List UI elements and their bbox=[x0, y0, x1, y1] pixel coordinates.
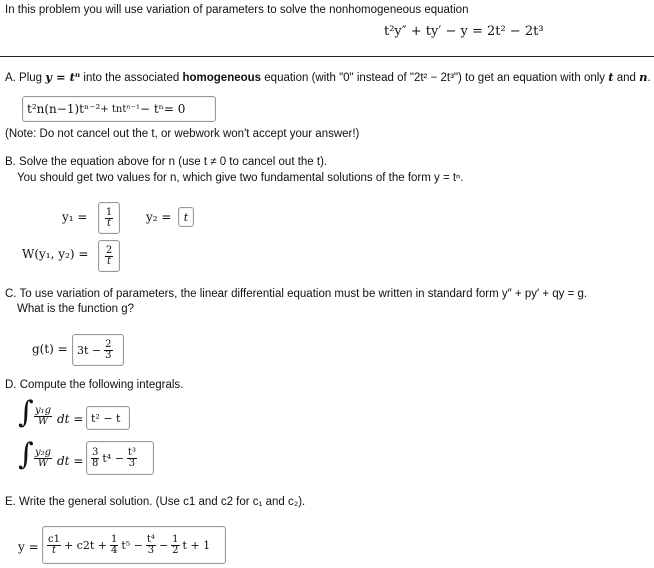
part-a-note: (Note: Do not cancel out the t, or webwork won't accept your answer!) bbox=[5, 128, 360, 140]
answer-part: − tⁿ bbox=[139, 102, 164, 116]
int2-frac-num: t³ bbox=[127, 446, 136, 458]
int2-coef-den: 8 bbox=[92, 457, 99, 469]
main-equation: t²y″ + ty′ − y = 2t² − 2t³ bbox=[384, 24, 544, 39]
y1-denominator: t bbox=[106, 217, 112, 229]
int1-numerator: y₁g bbox=[35, 405, 52, 416]
g-term: 3t − bbox=[77, 343, 102, 357]
y1-numerator: 1 bbox=[105, 206, 113, 218]
general-solution-label: y = bbox=[18, 540, 39, 554]
w-numerator: 2 bbox=[105, 244, 113, 256]
w-denominator: t bbox=[106, 255, 112, 267]
int2-dt: dt = bbox=[57, 454, 84, 468]
integrand-1 bbox=[34, 406, 52, 427]
y2-input[interactable] bbox=[178, 207, 194, 227]
g-label: g(t) = bbox=[32, 342, 68, 356]
g-input[interactable] bbox=[72, 334, 124, 366]
part-c-line2: What is the function g? bbox=[17, 303, 134, 315]
int1-answer: t² − t bbox=[91, 411, 121, 425]
int2-frac-den: 3 bbox=[128, 457, 136, 469]
y2-value: t bbox=[183, 210, 189, 224]
y1-label: y₁ = bbox=[62, 210, 88, 224]
term5-den: 2 bbox=[172, 544, 179, 556]
term3-rest: t⁵ − bbox=[121, 538, 143, 552]
term2: + c2t + bbox=[63, 538, 107, 552]
term3-den: 4 bbox=[110, 544, 118, 556]
term4-num: t⁴ bbox=[146, 533, 155, 545]
part-b-line2: You should get two values for n, which give two fundamental solutions of the form y = tⁿ. bbox=[17, 172, 464, 184]
term1-den: t bbox=[51, 544, 56, 556]
part-e-line1: E. Write the general solution. (Use c1 and c2 for c₁ and c₂). bbox=[5, 496, 306, 508]
term3-num: 1 bbox=[110, 533, 118, 545]
intro-text: In this problem you will use variation of parameters to solve the nonhomogeneous equation bbox=[5, 4, 469, 16]
integral-1-input[interactable] bbox=[86, 406, 130, 430]
integral-2-input[interactable] bbox=[86, 441, 154, 475]
part-b-line1: B. Solve the equation above for n (use t ≠ 0 to cancel out the t). bbox=[5, 156, 328, 168]
y2-label: y₂ = bbox=[146, 210, 172, 224]
term5-num: 1 bbox=[172, 533, 179, 545]
int2-coef-num: 3 bbox=[92, 446, 99, 458]
int1-denominator: W bbox=[37, 416, 49, 427]
g-numerator: 2 bbox=[105, 338, 112, 350]
int2-mid: t⁴ − bbox=[102, 451, 124, 465]
part-d-line1: D. Compute the following integrals. bbox=[5, 379, 184, 391]
answer-part: = 0 bbox=[163, 102, 186, 116]
integrand-2 bbox=[34, 448, 52, 469]
term4-den: 3 bbox=[147, 544, 155, 556]
int2-denominator: W bbox=[37, 458, 49, 469]
integral-sign-1: ∫ bbox=[18, 395, 34, 430]
integral-sign-2: ∫ bbox=[18, 437, 34, 472]
g-denominator: 3 bbox=[105, 349, 112, 361]
int1-dt: dt = bbox=[57, 412, 84, 426]
wronskian-input[interactable] bbox=[98, 240, 120, 272]
part-c-line1: C. To use variation of parameters, the linear differential equation must be written in standard form y″ + py′ + qy = g. bbox=[5, 288, 588, 300]
answer-part: + tntⁿ⁻¹ bbox=[100, 103, 140, 115]
answer-part: t²n(n−1)tⁿ⁻² bbox=[27, 102, 101, 116]
divider bbox=[0, 56, 654, 57]
term5-sign: − bbox=[158, 538, 169, 552]
int2-numerator: y₂g bbox=[35, 447, 52, 458]
wronskian-label: W(y₁, y₂) = bbox=[22, 247, 89, 261]
general-solution-input[interactable] bbox=[42, 526, 226, 564]
homogeneous-equation-input[interactable] bbox=[22, 96, 216, 122]
term5-rest: t + 1 bbox=[182, 538, 211, 552]
part-a-instructions: A. Plug y = tⁿ into the associated homogeneous equation (with "0" instead of "2t² − 2t³") to get an equation with only t and n. bbox=[5, 70, 651, 84]
term1-num: c1 bbox=[48, 533, 60, 545]
y1-input[interactable] bbox=[98, 202, 120, 234]
